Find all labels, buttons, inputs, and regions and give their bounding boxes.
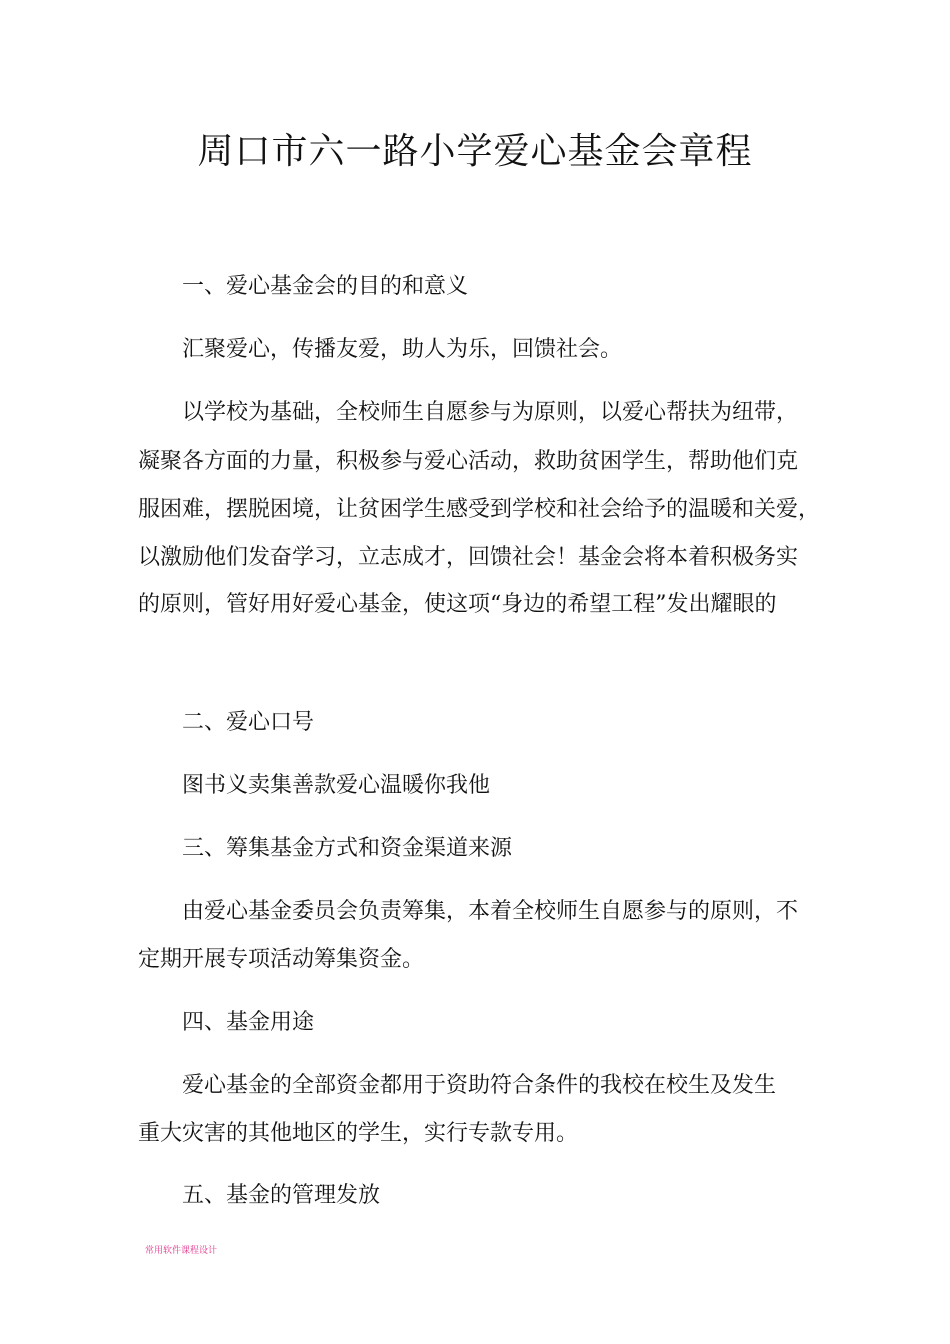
section-5-heading: 五、基金的管理发放	[182, 1183, 381, 1208]
section-1-p1-line-1: 汇聚爱心，传播友爱，助人为乐，回馈社会。	[182, 337, 623, 362]
section-3-p1-line-1: 由爱心基金委员会负责筹集，本着全校师生自愿参与的原则，不	[182, 899, 799, 924]
section-2-heading: 二、爱心口号	[182, 710, 315, 735]
section-3-p1-line-2: 定期开展专项活动筹集资金。	[138, 947, 425, 972]
section-2-p1-line-1: 图书义卖集善款爱心温暖你我他	[182, 773, 491, 798]
page-title: 周口市六一路小学爱心基金会章程	[197, 131, 753, 172]
section-1-p2-line-3: 服困难，摆脱困境，让贫困学生感受到学校和社会给予的温暖和关爱，	[138, 497, 821, 522]
footer-note: 常用软件课程设计	[145, 1246, 218, 1256]
section-3-heading: 三、筹集基金方式和资金渠道来源	[182, 836, 513, 861]
section-4-p1-line-1: 爱心基金的全部资金都用于资助符合条件的我校在校生及发生	[182, 1073, 777, 1098]
section-1-p2-line-2: 凝聚各方面的力量，积极参与爱心活动，救助贫困学生，帮助他们克	[138, 449, 799, 474]
section-1-heading: 一、爱心基金会的目的和意义	[182, 274, 469, 299]
section-4-heading: 四、基金用途	[182, 1010, 315, 1035]
section-1-p2-line-4: 以激励他们发奋学习，立志成才，回馈社会！基金会将本着积极务实	[138, 545, 799, 570]
section-1-p2-line-5: 的原则，管好用好爱心基金，使这项“身边的希望工程”发出耀眼的	[138, 592, 777, 617]
section-4-p1-line-2: 重大灾害的其他地区的学生，实行专款专用。	[138, 1121, 579, 1146]
section-1-p2-line-1: 以学校为基础，全校师生自愿参与为原则，以爱心帮扶为纽带，	[182, 400, 799, 425]
